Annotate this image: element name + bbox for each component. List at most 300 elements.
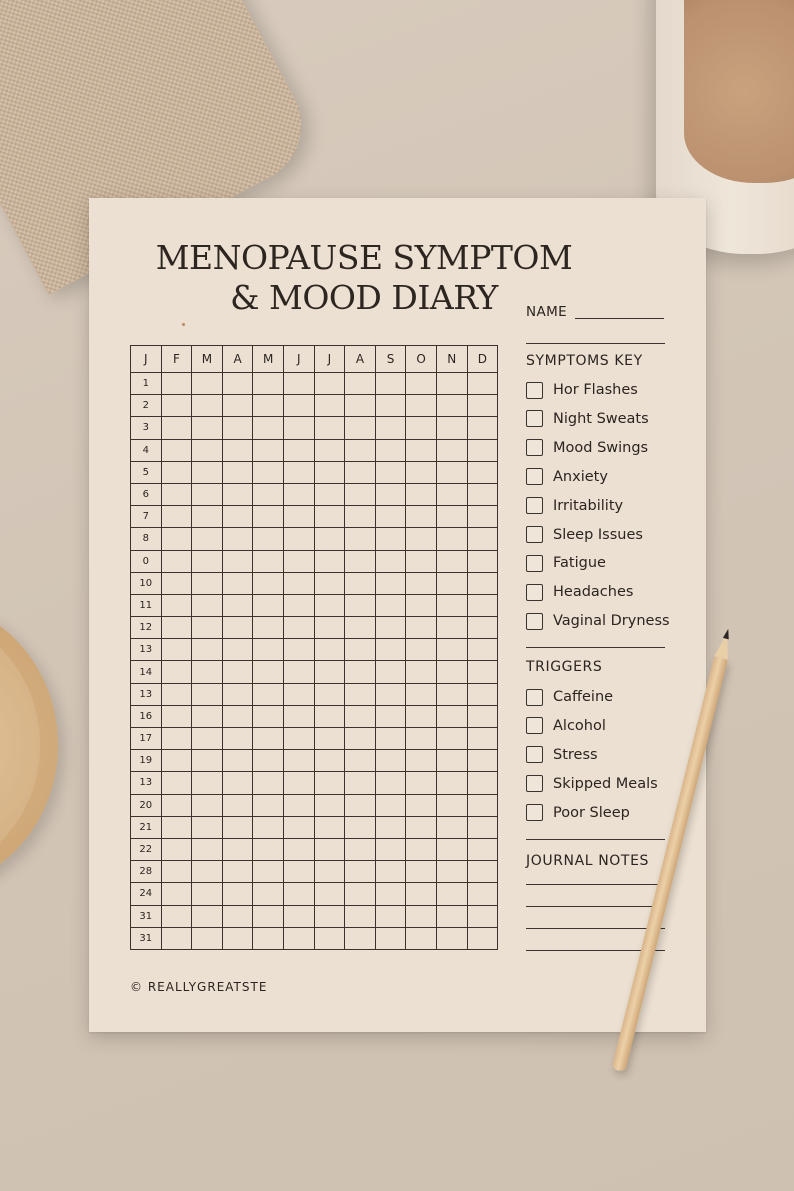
grid-cell[interactable] [406,861,437,883]
grid-cell[interactable] [283,528,314,550]
grid-cell[interactable] [375,683,406,705]
grid-cell[interactable] [406,883,437,905]
grid-cell[interactable] [222,927,253,949]
grid-cell[interactable] [467,750,498,772]
grid-cell[interactable] [406,838,437,860]
grid-cell[interactable] [161,639,192,661]
grid-cell[interactable] [375,572,406,594]
grid-cell[interactable] [436,728,467,750]
grid-cell[interactable] [467,461,498,483]
checklist-item[interactable] [526,803,630,823]
grid-cell[interactable] [253,594,284,616]
grid-cell[interactable] [314,594,345,616]
grid-cell[interactable] [467,861,498,883]
grid-cell[interactable] [283,550,314,572]
grid-cell[interactable] [283,794,314,816]
grid-cell[interactable] [345,639,376,661]
grid-cell[interactable] [283,594,314,616]
grid-cell[interactable] [375,506,406,528]
grid-cell[interactable] [253,838,284,860]
grid-cell[interactable] [222,550,253,572]
grid-cell[interactable] [283,927,314,949]
grid-cell[interactable] [161,572,192,594]
journal-line[interactable] [526,884,665,885]
grid-cell[interactable] [375,483,406,505]
grid-cell[interactable] [436,395,467,417]
grid-cell[interactable] [436,683,467,705]
grid-cell[interactable] [436,506,467,528]
grid-cell[interactable] [161,861,192,883]
grid-cell[interactable] [314,572,345,594]
grid-cell[interactable] [253,461,284,483]
grid-cell[interactable] [161,661,192,683]
grid-cell[interactable] [345,661,376,683]
grid-cell[interactable] [222,594,253,616]
grid-cell[interactable] [345,528,376,550]
grid-cell[interactable] [161,705,192,727]
grid-cell[interactable] [314,838,345,860]
journal-line[interactable] [526,928,665,929]
grid-cell[interactable] [345,550,376,572]
grid-cell[interactable] [253,772,284,794]
grid-cell[interactable] [222,683,253,705]
grid-cell[interactable] [161,461,192,483]
grid-cell[interactable] [406,617,437,639]
grid-cell[interactable] [467,617,498,639]
grid-cell[interactable] [467,838,498,860]
grid-cell[interactable] [192,927,223,949]
grid-cell[interactable] [406,417,437,439]
grid-cell[interactable] [283,705,314,727]
grid-cell[interactable] [222,417,253,439]
grid-cell[interactable] [192,816,223,838]
grid-cell[interactable] [436,794,467,816]
grid-cell[interactable] [406,728,437,750]
grid-cell[interactable] [283,439,314,461]
checklist-item[interactable] [526,467,608,487]
grid-cell[interactable] [253,728,284,750]
grid-cell[interactable] [375,905,406,927]
grid-cell[interactable] [436,528,467,550]
grid-cell[interactable] [283,683,314,705]
grid-cell[interactable] [283,838,314,860]
grid-cell[interactable] [406,661,437,683]
grid-cell[interactable] [345,395,376,417]
grid-cell[interactable] [406,572,437,594]
grid-cell[interactable] [253,927,284,949]
grid-cell[interactable] [345,772,376,794]
grid-cell[interactable] [375,861,406,883]
grid-cell[interactable] [192,750,223,772]
grid-cell[interactable] [436,661,467,683]
grid-cell[interactable] [314,905,345,927]
grid-cell[interactable] [314,861,345,883]
grid-cell[interactable] [253,661,284,683]
grid-cell[interactable] [375,728,406,750]
grid-cell[interactable] [345,461,376,483]
checkbox[interactable] [526,526,543,543]
grid-cell[interactable] [345,838,376,860]
grid-cell[interactable] [314,439,345,461]
grid-cell[interactable] [253,395,284,417]
grid-cell[interactable] [314,373,345,395]
grid-cell[interactable] [345,483,376,505]
grid-cell[interactable] [345,905,376,927]
grid-cell[interactable] [375,439,406,461]
checklist-item[interactable] [526,409,649,429]
grid-cell[interactable] [314,461,345,483]
grid-cell[interactable] [192,705,223,727]
grid-cell[interactable] [345,794,376,816]
grid-cell[interactable] [192,439,223,461]
grid-cell[interactable] [253,550,284,572]
grid-cell[interactable] [222,794,253,816]
grid-cell[interactable] [253,861,284,883]
grid-cell[interactable] [375,395,406,417]
grid-cell[interactable] [283,905,314,927]
grid-cell[interactable] [192,905,223,927]
grid-cell[interactable] [161,395,192,417]
checklist-item[interactable] [526,553,606,573]
grid-cell[interactable] [253,794,284,816]
grid-cell[interactable] [314,883,345,905]
grid-cell[interactable] [436,617,467,639]
grid-cell[interactable] [314,683,345,705]
grid-cell[interactable] [467,506,498,528]
grid-cell[interactable] [192,639,223,661]
grid-cell[interactable] [283,728,314,750]
grid-cell[interactable] [283,395,314,417]
grid-cell[interactable] [222,816,253,838]
grid-cell[interactable] [161,373,192,395]
grid-cell[interactable] [161,550,192,572]
checklist-item[interactable] [526,380,638,400]
grid-cell[interactable] [436,373,467,395]
grid-cell[interactable] [467,772,498,794]
grid-cell[interactable] [375,617,406,639]
grid-cell[interactable] [314,550,345,572]
grid-cell[interactable] [314,417,345,439]
grid-cell[interactable] [406,705,437,727]
grid-cell[interactable] [192,594,223,616]
grid-cell[interactable] [192,395,223,417]
grid-cell[interactable] [314,639,345,661]
grid-cell[interactable] [314,816,345,838]
grid-cell[interactable] [253,417,284,439]
checkbox[interactable] [526,717,543,734]
grid-cell[interactable] [375,883,406,905]
grid-cell[interactable] [345,617,376,639]
grid-cell[interactable] [375,927,406,949]
grid-cell[interactable] [192,572,223,594]
grid-cell[interactable] [436,572,467,594]
checkbox[interactable] [526,555,543,572]
grid-cell[interactable] [314,483,345,505]
grid-cell[interactable] [222,617,253,639]
grid-cell[interactable] [161,816,192,838]
grid-cell[interactable] [253,506,284,528]
grid-cell[interactable] [192,728,223,750]
checkbox[interactable] [526,584,543,601]
grid-cell[interactable] [406,550,437,572]
grid-cell[interactable] [314,705,345,727]
grid-cell[interactable] [467,550,498,572]
grid-cell[interactable] [253,683,284,705]
grid-cell[interactable] [192,861,223,883]
grid-cell[interactable] [406,927,437,949]
grid-cell[interactable] [314,395,345,417]
grid-cell[interactable] [406,528,437,550]
grid-cell[interactable] [375,550,406,572]
grid-cell[interactable] [192,617,223,639]
grid-cell[interactable] [406,439,437,461]
grid-cell[interactable] [222,639,253,661]
grid-cell[interactable] [283,417,314,439]
grid-cell[interactable] [222,373,253,395]
grid-cell[interactable] [375,750,406,772]
journal-line[interactable] [526,906,665,907]
grid-cell[interactable] [161,794,192,816]
grid-cell[interactable] [406,816,437,838]
grid-cell[interactable] [192,506,223,528]
grid-cell[interactable] [467,528,498,550]
checkbox[interactable] [526,775,543,792]
grid-cell[interactable] [222,439,253,461]
grid-cell[interactable] [375,772,406,794]
grid-cell[interactable] [345,705,376,727]
grid-cell[interactable] [283,772,314,794]
grid-cell[interactable] [436,838,467,860]
grid-cell[interactable] [253,905,284,927]
checkbox[interactable] [526,468,543,485]
grid-cell[interactable] [222,750,253,772]
grid-cell[interactable] [436,483,467,505]
grid-cell[interactable] [467,572,498,594]
grid-cell[interactable] [436,905,467,927]
grid-cell[interactable] [192,550,223,572]
grid-cell[interactable] [467,816,498,838]
grid-cell[interactable] [222,395,253,417]
grid-cell[interactable] [375,594,406,616]
grid-cell[interactable] [375,838,406,860]
grid-cell[interactable] [467,794,498,816]
grid-cell[interactable] [345,506,376,528]
grid-cell[interactable] [467,905,498,927]
grid-cell[interactable] [192,483,223,505]
checklist-item[interactable] [526,438,648,458]
grid-cell[interactable] [161,905,192,927]
grid-cell[interactable] [345,883,376,905]
grid-cell[interactable] [222,905,253,927]
checkbox[interactable] [526,613,543,630]
grid-cell[interactable] [314,506,345,528]
grid-cell[interactable] [375,705,406,727]
grid-cell[interactable] [253,705,284,727]
checklist-item[interactable] [526,611,670,631]
grid-cell[interactable] [314,528,345,550]
checklist-item[interactable] [526,525,643,545]
grid-cell[interactable] [345,861,376,883]
grid-cell[interactable] [161,594,192,616]
grid-cell[interactable] [436,639,467,661]
grid-cell[interactable] [345,439,376,461]
grid-cell[interactable] [436,550,467,572]
checkbox[interactable] [526,439,543,456]
grid-cell[interactable] [467,639,498,661]
checklist-item[interactable] [526,687,613,707]
grid-cell[interactable] [314,794,345,816]
grid-cell[interactable] [436,750,467,772]
grid-cell[interactable] [222,661,253,683]
grid-cell[interactable] [467,395,498,417]
grid-cell[interactable] [253,639,284,661]
grid-cell[interactable] [345,594,376,616]
grid-cell[interactable] [436,927,467,949]
grid-cell[interactable] [222,861,253,883]
grid-cell[interactable] [192,683,223,705]
grid-cell[interactable] [283,506,314,528]
grid-cell[interactable] [406,750,437,772]
grid-cell[interactable] [436,594,467,616]
grid-cell[interactable] [406,683,437,705]
grid-cell[interactable] [161,439,192,461]
grid-cell[interactable] [253,373,284,395]
grid-cell[interactable] [161,728,192,750]
checklist-item[interactable] [526,774,658,794]
checklist-item[interactable] [526,716,606,736]
grid-cell[interactable] [406,905,437,927]
grid-cell[interactable] [283,883,314,905]
grid-cell[interactable] [345,683,376,705]
checkbox[interactable] [526,689,543,706]
grid-cell[interactable] [345,728,376,750]
grid-cell[interactable] [345,750,376,772]
grid-cell[interactable] [406,594,437,616]
grid-cell[interactable] [375,373,406,395]
grid-cell[interactable] [283,861,314,883]
grid-cell[interactable] [345,816,376,838]
grid-cell[interactable] [161,927,192,949]
grid-cell[interactable] [375,794,406,816]
grid-cell[interactable] [192,883,223,905]
grid-cell[interactable] [436,816,467,838]
checkbox[interactable] [526,804,543,821]
grid-cell[interactable] [467,661,498,683]
checkbox[interactable] [526,497,543,514]
grid-cell[interactable] [253,617,284,639]
grid-cell[interactable] [283,373,314,395]
grid-cell[interactable] [436,461,467,483]
checkbox[interactable] [526,382,543,399]
grid-cell[interactable] [436,439,467,461]
grid-cell[interactable] [283,461,314,483]
grid-cell[interactable] [314,927,345,949]
checkbox[interactable] [526,746,543,763]
grid-cell[interactable] [314,728,345,750]
grid-cell[interactable] [345,417,376,439]
grid-cell[interactable] [283,661,314,683]
grid-cell[interactable] [406,373,437,395]
grid-cell[interactable] [375,816,406,838]
grid-cell[interactable] [192,461,223,483]
grid-cell[interactable] [436,705,467,727]
grid-cell[interactable] [161,838,192,860]
grid-cell[interactable] [406,794,437,816]
grid-cell[interactable] [222,838,253,860]
grid-cell[interactable] [436,417,467,439]
grid-cell[interactable] [161,617,192,639]
checklist-item[interactable] [526,745,598,765]
grid-cell[interactable] [283,617,314,639]
grid-cell[interactable] [222,728,253,750]
grid-cell[interactable] [192,373,223,395]
grid-cell[interactable] [161,417,192,439]
grid-cell[interactable] [192,417,223,439]
grid-cell[interactable] [406,461,437,483]
grid-cell[interactable] [222,506,253,528]
grid-cell[interactable] [375,528,406,550]
grid-cell[interactable] [406,506,437,528]
grid-cell[interactable] [467,417,498,439]
name-line[interactable] [575,318,664,319]
grid-cell[interactable] [345,373,376,395]
grid-cell[interactable] [161,528,192,550]
grid-cell[interactable] [406,639,437,661]
grid-cell[interactable] [467,594,498,616]
grid-cell[interactable] [406,395,437,417]
grid-cell[interactable] [467,883,498,905]
grid-cell[interactable] [375,461,406,483]
grid-cell[interactable] [436,883,467,905]
grid-cell[interactable] [467,705,498,727]
grid-cell[interactable] [375,417,406,439]
checkbox[interactable] [526,410,543,427]
grid-cell[interactable] [436,861,467,883]
grid-cell[interactable] [222,528,253,550]
grid-cell[interactable] [283,572,314,594]
grid-cell[interactable] [314,772,345,794]
grid-cell[interactable] [161,883,192,905]
grid-cell[interactable] [222,772,253,794]
grid-cell[interactable] [467,683,498,705]
grid-cell[interactable] [314,750,345,772]
grid-cell[interactable] [467,439,498,461]
grid-cell[interactable] [253,483,284,505]
grid-cell[interactable] [283,816,314,838]
grid-cell[interactable] [406,483,437,505]
grid-cell[interactable] [467,483,498,505]
grid-cell[interactable] [253,750,284,772]
grid-cell[interactable] [192,661,223,683]
grid-cell[interactable] [222,572,253,594]
grid-cell[interactable] [253,439,284,461]
grid-cell[interactable] [222,483,253,505]
grid-cell[interactable] [253,572,284,594]
grid-cell[interactable] [161,683,192,705]
grid-cell[interactable] [283,750,314,772]
grid-cell[interactable] [467,728,498,750]
grid-cell[interactable] [161,483,192,505]
checklist-item[interactable] [526,496,623,516]
grid-cell[interactable] [222,883,253,905]
checklist-item[interactable] [526,582,633,602]
grid-cell[interactable] [161,750,192,772]
grid-cell[interactable] [406,772,437,794]
grid-cell[interactable] [192,772,223,794]
grid-cell[interactable] [253,816,284,838]
grid-cell[interactable] [375,639,406,661]
grid-cell[interactable] [192,838,223,860]
